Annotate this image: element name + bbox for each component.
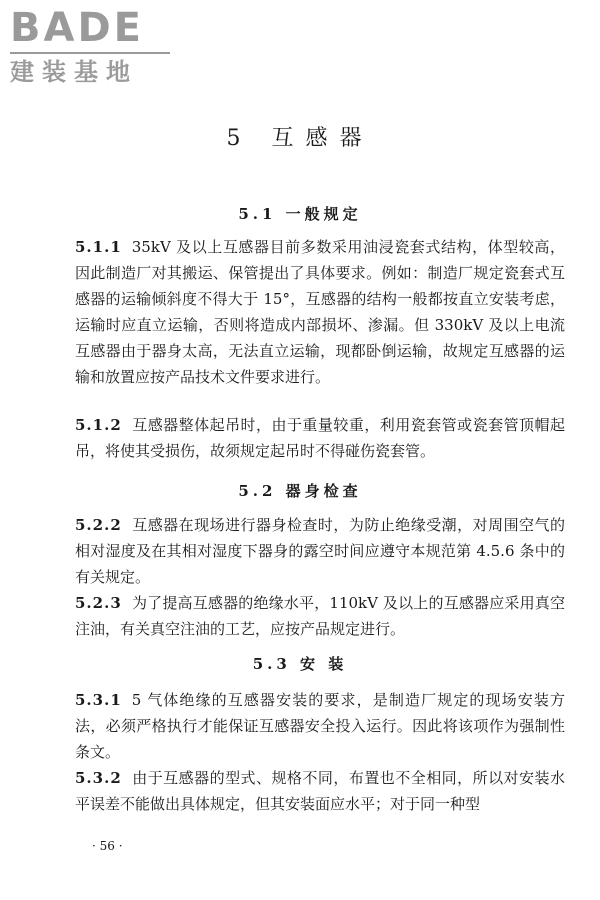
clause-number: 5.2.3 (75, 594, 122, 612)
clause-5-2-3 (75, 590, 565, 642)
clause-number: 5.2.2 (75, 516, 122, 534)
chapter-title: 5 互感器 (226, 126, 374, 151)
bade-watermark-logo (10, 6, 180, 86)
clause-text: 35kV 及以上互感器目前多数采用油浸瓷套式结构，体型较高，因此制造厂对其搬运、保管提出了具体要求。例如：制造厂规定瓷套式互感器的运输倾斜度不得大于 15°，互感器的结构一般都按直立安装考虑，运输时应直立运输，否则将造成内部损坏、渗漏。但 330kV 及以上电流互感器由于器身太高，无法直立运输，现都卧倒运输，故规定互感器的运输和放置应按产品技术文件要求进行。 (75, 238, 565, 386)
clause-number: 5.1.2 (75, 416, 122, 434)
clause-text: 互感器在现场进行器身检查时，为防止绝缘受潮，对周围空气的相对湿度及在其相对湿度下器身的露空时间应遵守本规范第 4.5.6 条中的有关规定。 (75, 516, 565, 586)
clause-text: 由于互感器的型式、规格不同，布置也不全相同，所以对安装水平误差不能做出具体规定，但其安装面应水平；对于同一种型 (75, 769, 565, 813)
clause-5-2-2 (75, 512, 565, 590)
watermark-subtitle: 建装基地 (10, 58, 138, 86)
clause-text: 为了提高互感器的绝缘水平，110kV 及以上的互感器应采用真空注油，有关真空注油的工艺，应按产品规定进行。 (75, 594, 565, 638)
clause-number: 5.3.2 (75, 769, 122, 787)
clause-number: 5.1.1 (75, 238, 122, 256)
clause-text: 5 气体绝缘的互感器安装的要求，是制造厂规定的现场安装方法，必须严格执行才能保证互感器安全投入运行。因此将该项作为强制性条文。 (75, 691, 565, 761)
clause-5-1-2 (75, 412, 565, 464)
watermark-rule (10, 52, 170, 54)
clause-5-1-1 (75, 234, 565, 390)
clause-number: 5.3.1 (75, 691, 122, 709)
clause-5-3-2 (75, 765, 565, 817)
clause-text: 互感器整体起吊时，由于重量较重，利用瓷套管或瓷套管顶帽起吊，将使其受损伤，故须规定起吊时不得碰伤瓷套管。 (75, 416, 565, 460)
section-heading-5-1: 5.1 一般规定 (238, 205, 362, 223)
page-number: · 56 · (92, 839, 123, 853)
clause-5-3-1 (75, 687, 565, 765)
watermark-brand: BADE (10, 5, 144, 51)
section-heading-5-2: 5.2 器身检查 (238, 482, 362, 500)
section-heading-5-3: 5.3 安 装 (252, 655, 348, 673)
